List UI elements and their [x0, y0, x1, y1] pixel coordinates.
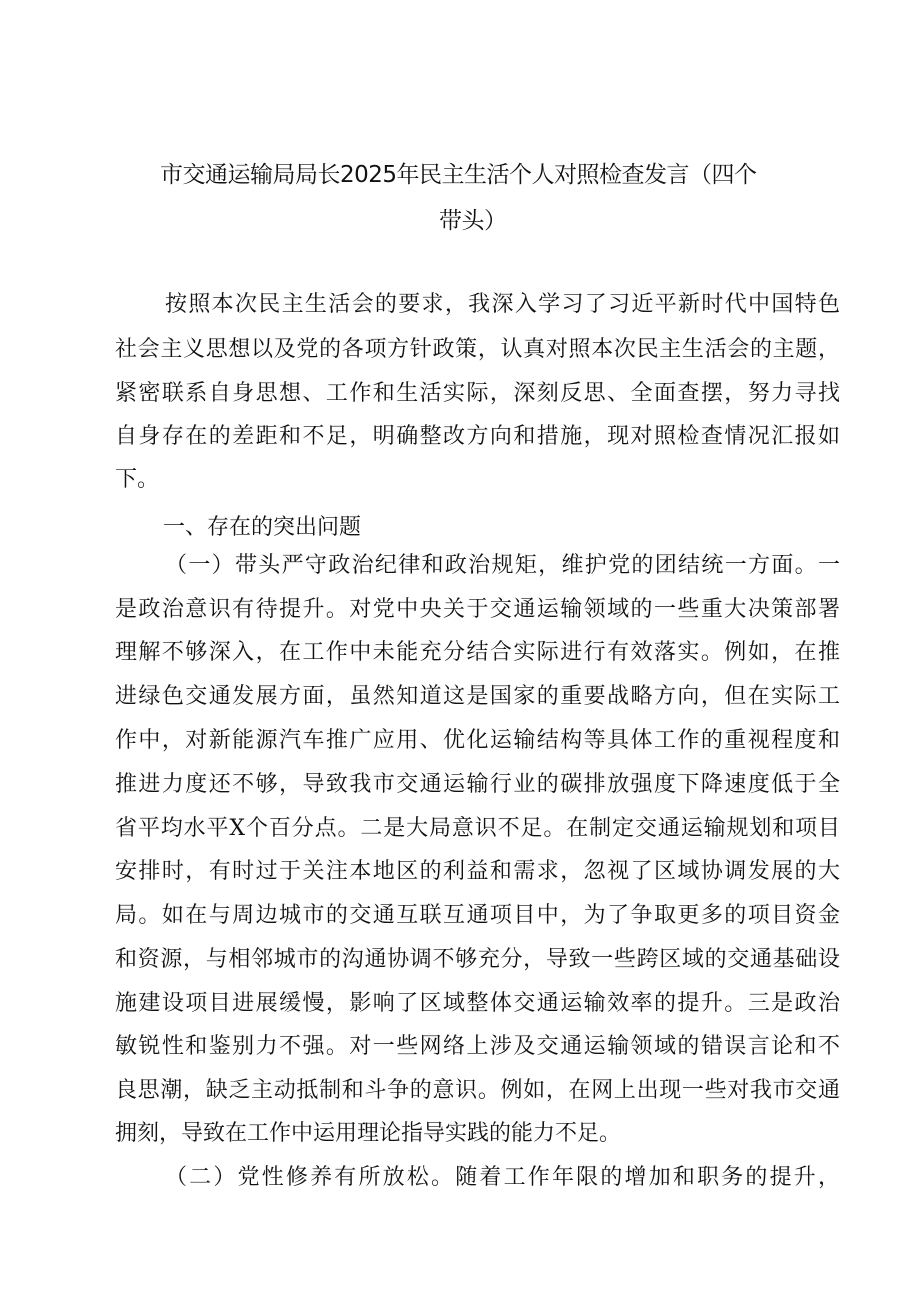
- para1-line-2: 是政治意识有待提升。对党中央关于交通运输领域的一些重大决策部署: [115, 597, 840, 622]
- intro-line-1: 按照本次民主生活会的要求，我深入学习了习近平新时代中国特色: [165, 292, 840, 317]
- para1-line-11: 施建设项目进展缓慢，影响了区域整体交通运输效率的提升。三是政治: [115, 991, 840, 1016]
- para1-line-3: 理解不够深入，在工作中未能充分结合实际进行有效落实。例如，在推: [115, 640, 840, 665]
- intro-line-5: 下。: [115, 467, 160, 492]
- para1-line-1: （一）带头严守政治纪律和政治规矩，维护党的团结统一方面。一: [165, 553, 840, 578]
- para1-line-13: 良思潮，缺乏主动抵制和斗争的意识。例如，在网上出现一些对我市交通: [115, 1078, 840, 1103]
- intro-line-3: 紧密联系自身思想、工作和生活实际，深刻反思、全面查摆，努力寻找: [115, 381, 840, 406]
- intro-line-2: 社会主义思想以及党的各项方针政策，认真对照本次民主生活会的主题，: [115, 337, 840, 362]
- para1-line-7: 省平均水平X个百分点。二是大局意识不足。在制定交通运输规划和项目: [115, 816, 840, 841]
- section-heading: 一、存在的突出问题: [163, 515, 362, 540]
- para1-line-6: 推进力度还不够，导致我市交通运输行业的碳排放强度下降速度低于全: [115, 772, 840, 797]
- para1-line-4: 进绿色交通发展方面，虽然知道这是国家的重要战略方向，但在实际工: [115, 684, 840, 709]
- document-title-line-1: 市交通运输局局长2025年民主生活个人对照检查发言（四个: [160, 162, 757, 188]
- document-title-line-2: 带头）: [439, 208, 507, 234]
- para1-line-8: 安排时，有时过于关注本地区的利益和需求，忽视了区域协调发展的大: [115, 859, 840, 884]
- para2-line-1: （二）党性修养有所放松。随着工作年限的增加和职务的提升，: [165, 1165, 840, 1190]
- intro-line-4: 自身存在的差距和不足，明确整改方向和措施，现对照检查情况汇报如: [115, 424, 840, 449]
- para1-line-12: 敏锐性和鉴别力不强。对一些网络上涉及交通运输领域的错误言论和不: [115, 1034, 840, 1059]
- para1-line-9: 局。如在与周边城市的交通互联互通项目中，为了争取更多的项目资金: [115, 903, 840, 928]
- para1-line-5: 作中，对新能源汽车推广应用、优化运输结构等具体工作的重视程度和: [115, 728, 840, 753]
- para1-line-14: 拥刻，导致在工作中运用理论指导实践的能力不足。: [115, 1121, 622, 1146]
- para1-line-10: 和资源，与相邻城市的沟通协调不够充分，导致一些跨区域的交通基础设: [115, 947, 840, 972]
